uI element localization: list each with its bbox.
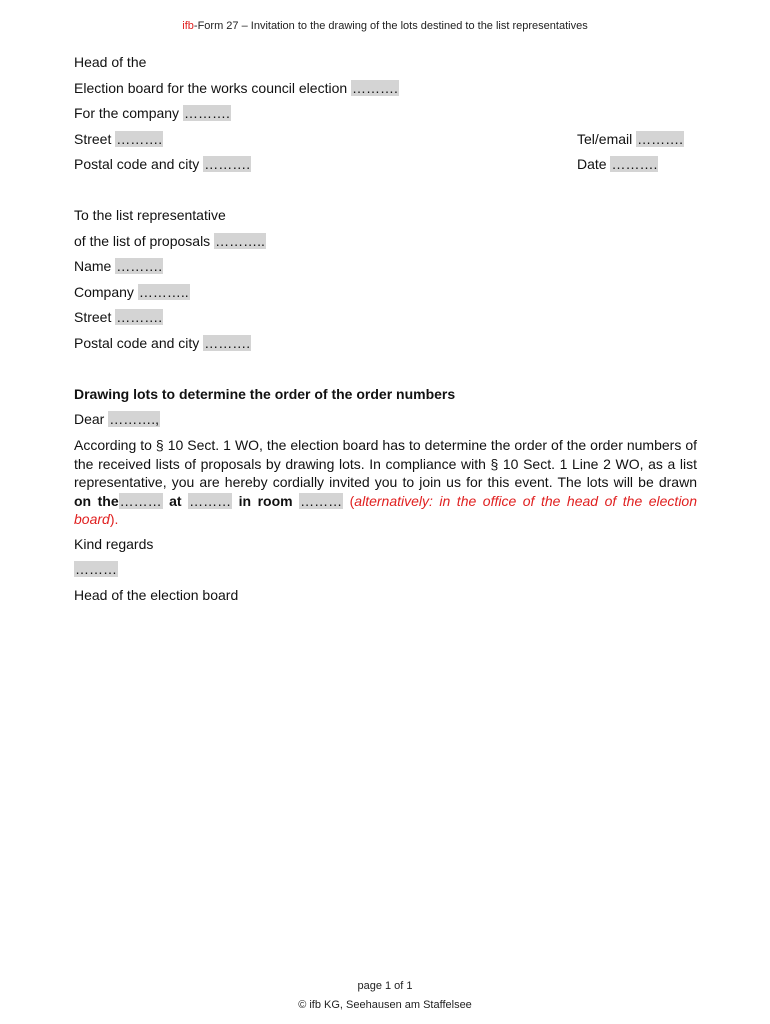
alternative-note: alternatively: in the office of the head of the election board [74, 492, 697, 527]
sender-postal-field[interactable]: ………. [204, 156, 251, 172]
signature-field[interactable]: ……… [75, 561, 117, 577]
subject-line: Drawing lots to determine the order of the order numbers [74, 386, 456, 402]
recipient-line-1: To the list representative [74, 207, 226, 223]
sender-postal: Postal code and city ………. [74, 156, 251, 172]
recipient-name: Name ………. [74, 258, 163, 274]
header-title: -Form 27 – Invitation to the drawing of the lots destined to the list representatives [193, 20, 588, 32]
recipient-postal: Postal code and city ………. [74, 335, 251, 351]
sender-tel: Tel/email ………. [577, 131, 684, 147]
signer-title: Head of the election board [74, 587, 239, 603]
company-field[interactable]: ………. [183, 105, 230, 121]
recipient-list: of the list of proposals ……….. [74, 233, 265, 249]
closing-regards: Kind regards [74, 536, 154, 552]
date-field[interactable]: ………. [611, 156, 658, 172]
copyright: © ifb KG, Seehausen am Staffelsee [298, 999, 472, 1011]
sender-election-board: Election board for the works council election ………. [74, 80, 398, 96]
list-field[interactable]: ……….. [215, 233, 265, 249]
tel-field[interactable]: ………. [637, 131, 684, 147]
sender-street-field[interactable]: ………. [116, 131, 163, 147]
page-number: page 1 of 1 [357, 980, 413, 992]
sender-company: For the company ………. [74, 105, 230, 121]
date-of-drawing-field[interactable]: ……… [119, 492, 162, 509]
recipient-street: Street ………. [74, 309, 163, 325]
time-field[interactable]: ……… [189, 492, 232, 509]
recipient-company: Company ……….. [74, 284, 189, 300]
election-field[interactable]: ………. [352, 80, 398, 96]
salutation-field[interactable]: ………., [109, 411, 160, 427]
signature-line [74, 560, 118, 578]
sender-line-1: Head of the [74, 54, 147, 70]
sender-date: Date ………. [577, 156, 658, 172]
room-field[interactable]: ……… [300, 492, 343, 509]
brand-label: ifb [182, 20, 194, 32]
recipient-company-field[interactable]: ……….. [138, 284, 189, 300]
recipient-street-field[interactable]: ………. [116, 309, 163, 325]
salutation: Dear ………., [74, 411, 160, 427]
body-paragraph: According to § 10 Sect. 1 WO, the election board has to determine the order of the order numbers of the received lists of proposals by drawing lots. In compliance with § 10 Sect. 1 Line 2 WO, as a list representative, you are hereby cordially invited you to join us for this event. The lots will be drawn on the……… at ……… in room ……… (alternatively: in the office of the head of the election board). [74, 437, 697, 527]
page-header [0, 20, 770, 32]
recipient-postal-field[interactable]: ………. [204, 335, 251, 351]
name-field[interactable]: ………. [116, 258, 163, 274]
sender-street: Street ………. [74, 131, 163, 147]
